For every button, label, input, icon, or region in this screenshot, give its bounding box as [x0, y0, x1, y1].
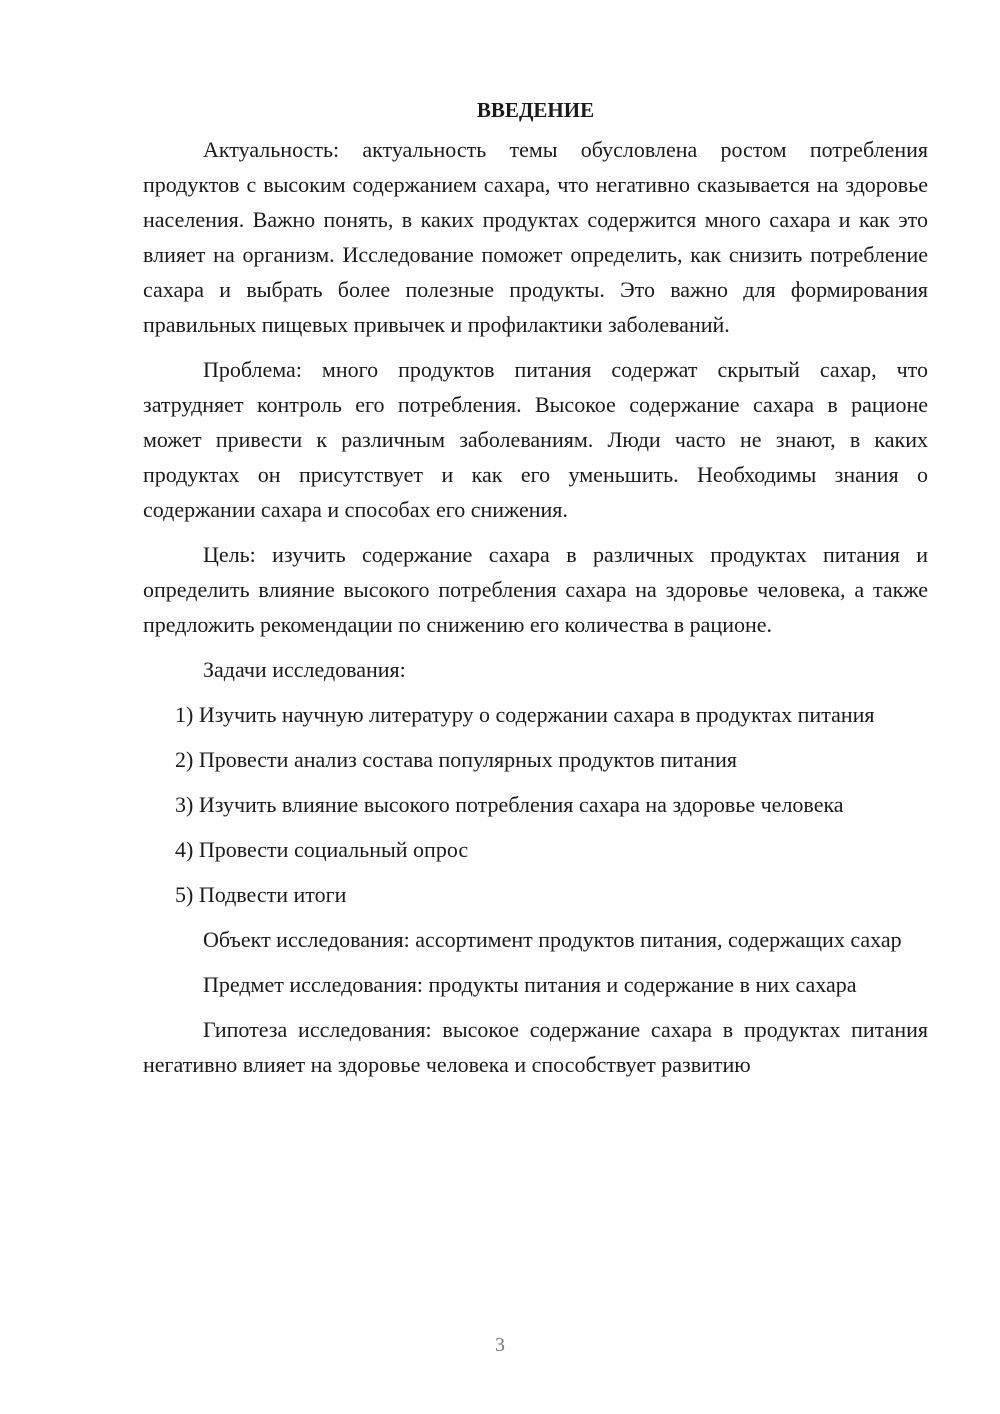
page-content [143, 95, 928, 1082]
task-item: 4) Провести социальный опрос [175, 837, 469, 862]
task-item: 2) Провести анализ состава популярных продуктов питания [175, 747, 737, 772]
goal-paragraph: Цель: изучить содержание сахара в различных продуктах питания и определить влияние высокого потребления сахара на здоровье человека, а также предложить рекомендации по снижению его количества в рационе. [143, 542, 928, 637]
hypothesis-paragraph: Гипотеза исследования: высокое содержание сахара в продуктах питания негативно влияет на здоровье человека и способствует развитию [143, 1017, 928, 1077]
object-paragraph: Объект исследования: ассортимент продуктов питания, содержащих сахар [203, 927, 902, 952]
page-number: 3 [495, 1334, 505, 1356]
subject-paragraph: Предмет исследования: продукты питания и содержание в них сахара [203, 972, 857, 997]
relevance-paragraph: Актуальность: актуальность темы обусловлена ростом потребления продуктов с высоким содержанием сахара, что негативно сказывается на здоровье населения. Важно понять, в каких продуктах содержится много сахара и как это влияет на организм. Исследование поможет определить, как снизить потребление сахара и выбрать более полезные продукты. Это важно для формирования правильных пищевых привычек и профилактики заболеваний. [143, 137, 928, 337]
task-item: 3) Изучить влияние высокого потребления сахара на здоровье человека [175, 792, 844, 817]
problem-paragraph: Проблема: много продуктов питания содержат скрытый сахар, что затрудняет контроль его потребления. Высокое содержание сахара в рационе может привести к различным заболеваниям. Люди часто не знают, в каких продуктах он присутствует и как его уменьшить. Необходимы знания о содержании сахара и способах его снижения. [143, 357, 928, 522]
task-item: 1) Изучить научную литературу о содержании сахара в продуктах питания [175, 702, 875, 727]
task-item: 5) Подвести итоги [175, 882, 347, 907]
tasks-heading: Задачи исследования: [203, 657, 406, 682]
section-title: ВВЕДЕНИЕ [476, 98, 595, 122]
